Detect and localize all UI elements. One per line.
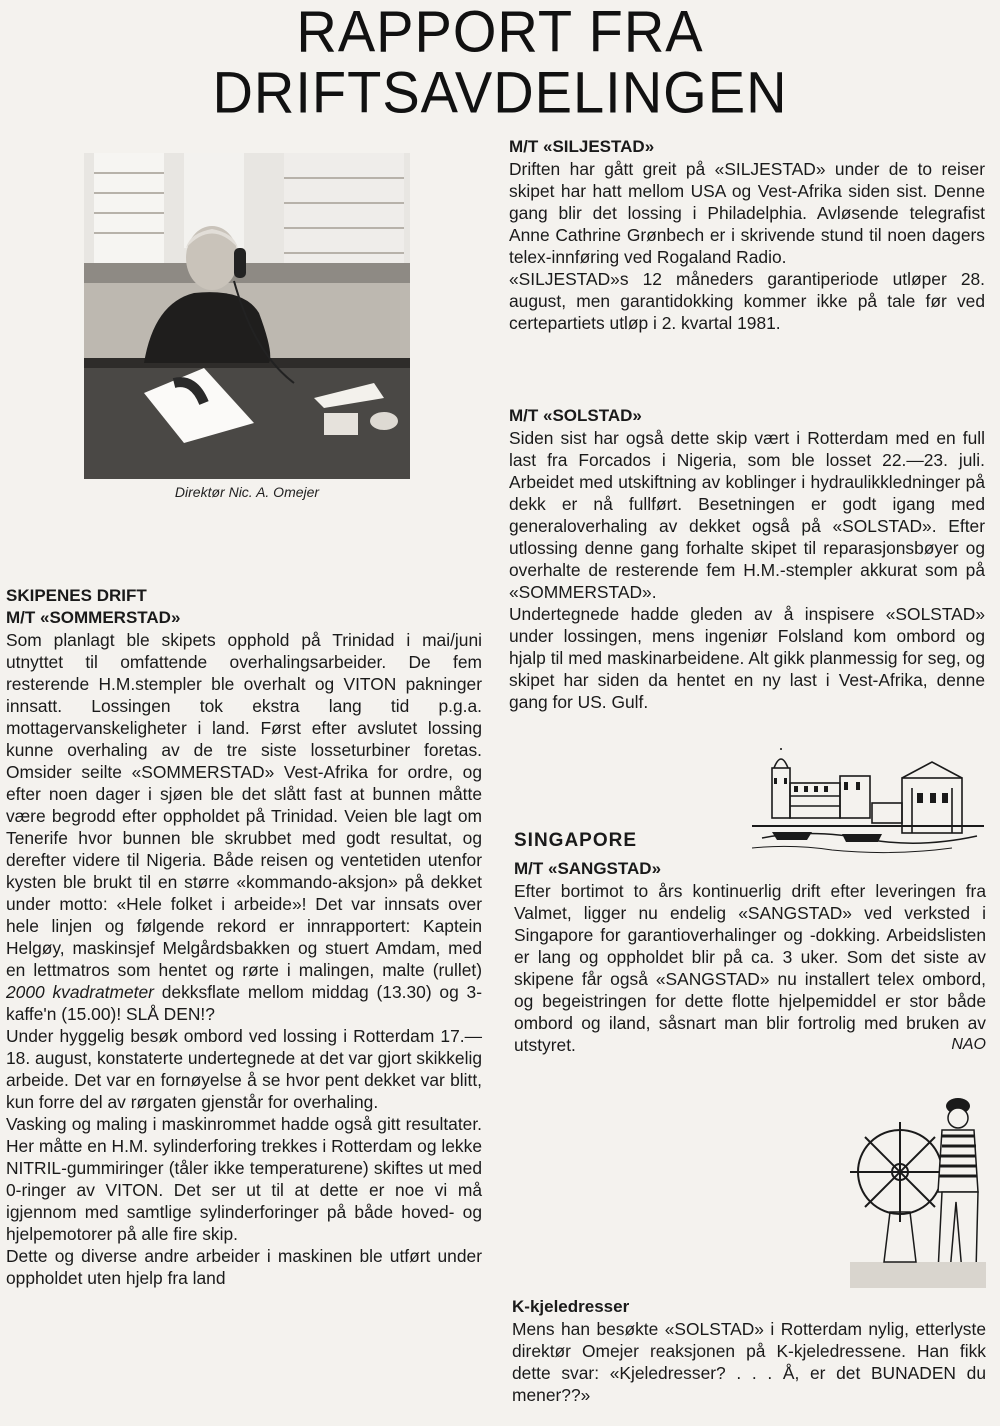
section-heading-singapore: SINGAPORE	[514, 830, 638, 851]
title-line-2: DRIFTSAVDELINGEN	[212, 58, 788, 125]
page-title	[200, 1, 800, 123]
section-heading-skipenes-drift: SKIPENES DRIFT	[6, 586, 147, 605]
signature: NAO	[951, 1036, 986, 1053]
sommerstad-paragraph-3: Vasking og maling i maskinrommet hadde også gitt resultater. Her måtte en H.M. sylinderforing trekkes i Rotterdam og lekke NITRIL-gummiringer (tåler ikke temperaturene) skiftes ut med 0-ringer av VITON. Det ser ut til at dette er noe vi må igjennom med samtlige sylinderforinger på både hoved- og hjelpemotorer på alle fire skip.	[6, 1114, 482, 1244]
sommerstad-paragraph-4: Dette og diverse andre arbeider i maskinen ble utført under oppholdet uten hjelp fra land	[6, 1246, 482, 1288]
siljestad-paragraph-2: «SILJESTAD»s 12 måneders garantiperiode utløper 28. august, men garantidokking kommer ikke på tale før ved certepartiets utløp i 2. kvartal 1981.	[509, 269, 985, 333]
ship-heading-siljestad: M/T «SILJESTAD»	[509, 137, 655, 156]
ship-heading-sangstad: M/T «SANGSTAD»	[514, 859, 662, 878]
solstad-paragraph-1: Siden sist har også dette skip vært i Rotterdam med en full last fra Forcados i Nigeria, som ble losset 22.—23. juli. Arbeidet med utskiftning av koblinger i hydraulikkledninger på dekk er nå fullført. Besetningen er godt igang med generaloverhaling av dekket også på «SOLSTAD». Efter utlossing denne gang forhalte skipet til reparasjonsbøyer og overhalte de resterende fem H.M.-stempler akkurat som på «SOMMERSTAD».	[509, 428, 985, 602]
siljestad-paragraph-1: Driften har gått greit på «SILJESTAD» under de to reiser skipet har hatt mellom USA og Vest-Afrika siden sist. Denne gang blir det lossing i Philadelphia. Avløsende telegrafist Anne Cathrine Grønbech er i skrivende stund til noen dagers telex-innføring ved Rogaland Radio.	[509, 159, 985, 267]
solstad-paragraph-2: Undertegnede hadde gleden av å inspisere «SOLSTAD» under lossingen, mens ingeniør Folsland kom ombord og hjalp til med maskinarbeidene. Alt gikk planmessig for seg, og skipet har siden da hentet en ny last i Vest-Afrika, denne gang for US. Gulf.	[509, 604, 985, 712]
left-column	[6, 585, 482, 1289]
title-line-1: RAPPORT FRA	[296, 0, 704, 65]
sangstad-paragraph: Efter bortimot to års kontinuerlig drift efter leveringen fra Valmet, ligger nu endelig «SANGSTAD» ved verksted i Singapore for garantioverhalinger og -dokking. Arbeidslisten er lang og oppholdet blir på ca. 3 uker. Som det siste av skipene får også «SANGSTAD» nu installert telex ombord, og begeistringen for dette flotte hjelpemiddel er stor både ombord og iland, såsnart man blir fortrolig med bruken av utstyret.	[514, 881, 986, 1055]
kjeledresser-paragraph: Mens han besøkte «SOLSTAD» i Rotterdam nylig, etterlyste direktør Omejer reaksjonen på K-kjeledressene. Han fikk dette svar: «Kjeledresser? . . . Å, er det BUNADEN du mener??»	[512, 1319, 986, 1405]
solstad-section	[509, 405, 985, 713]
ship-heading-solstad: M/T «SOLSTAD»	[509, 406, 642, 425]
sommerstad-area-italic: 2000 kvadratmeter	[6, 982, 154, 1002]
siljestad-section	[509, 136, 985, 334]
sangstad-section	[514, 830, 986, 1078]
photo-caption: Direktør Nic. A. Omejer	[174, 484, 320, 500]
sommerstad-paragraph-1-text: Som planlagt ble skipets opphold på Trinidad i mai/juni utnyttet til omfattende overhalingsarbeider. De fem resterende H.M.stempler ble overhalt og VITON pakninger innsatt. Lossingen tok ekstra lang tid p.g.a. mottagervanskeligheter i land. Først efter avslutet lossing kunne overhaling av de tre siste losseturbiner foretas. Omsider seilte «SOMMERSTAD» Vest-Afrika for ordre, og efter noen dager i sjøen ble det slått fast at bunnen måtte være begrodd efter oppholdet på Trinidad. Veien ble lagt om Tenerife hvor bunnen ble skrubbet med godt resultat, og derefter videre til Nigeria. Både reisen og ventetiden utenfor kysten ble brukt til en større «kommando-aksjon» på dekket under motto: «Hele folket i arbeide»! Det var innsats over hele linjen og følgende rekord er innrapportert: Kaptein Helgøy, maskinsjef Melgårdsbakken og stuert Amdam, med en lettmatros som hentet og rørte i malingen, malte (rullet)	[6, 630, 482, 980]
director-photo	[84, 153, 410, 479]
sommerstad-paragraph-1-tail: dekksflate mellom middag (13.30) og 3-kaffe'n (15.00)! SLÅ DEN!?	[6, 982, 482, 1024]
ship-heading-sommerstad: M/T «SOMMERSTAD»	[6, 608, 181, 627]
director-photo-illustration	[84, 153, 410, 479]
heading-kjeledresser: K-kjeledresser	[512, 1297, 630, 1316]
sommerstad-paragraph-1	[6, 629, 482, 1025]
sailor-at-wheel-drawing	[850, 1092, 986, 1288]
kjeledresser-section	[512, 1296, 986, 1406]
sommerstad-paragraph-2: Under hyggelig besøk ombord ved lossing i Rotterdam 17.—18. august, konstaterte undertegnede at det var gjort skikkelig arbeide. Det var en fornøyelse å se hvor pent dekket var blitt, kun forre del av rørgaten gjenstår for overhaling.	[6, 1026, 482, 1112]
sailor-wheel-illustration	[850, 1092, 986, 1288]
